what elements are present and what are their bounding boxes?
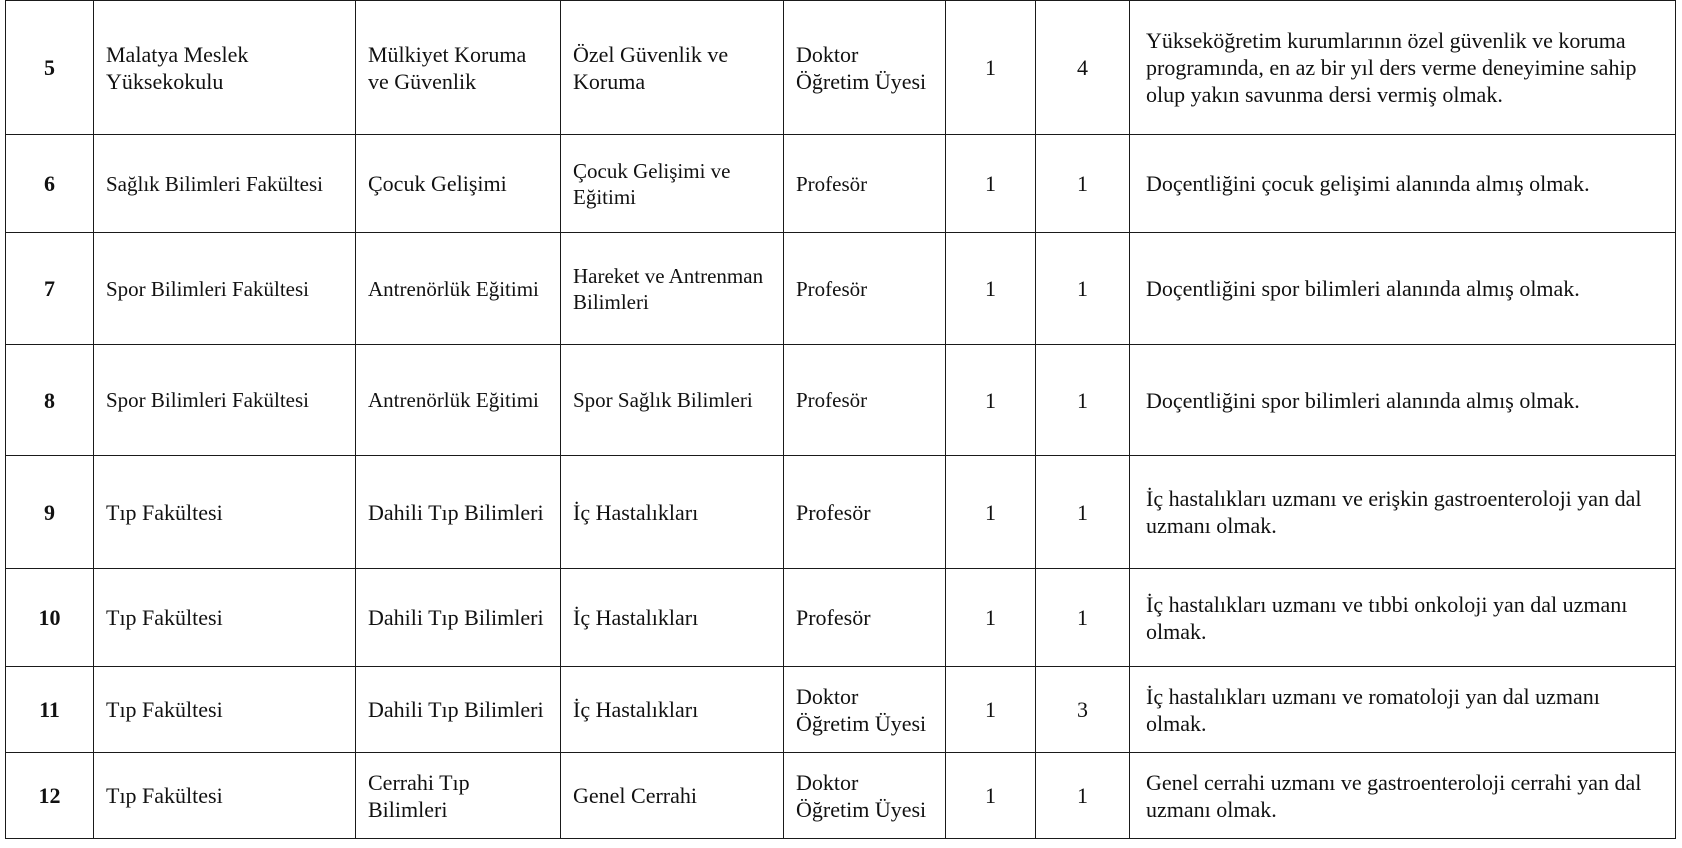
department-cell: Mülkiyet Koruma ve Güvenlik [356,1,561,135]
title-cell: Profesör [784,233,946,345]
row-number-cell: 5 [6,1,94,135]
department-cell: Dahili Tıp Bilimleri [356,667,561,753]
degree-cell: 1 [946,345,1036,456]
count-cell: 4 [1036,1,1130,135]
department-cell: Antrenörlük Eğitimi [356,345,561,456]
degree-cell: 1 [946,1,1036,135]
title-cell: Profesör [784,345,946,456]
department-cell: Çocuk Gelişimi [356,135,561,233]
requirement-cell: İç hastalıkları uzmanı ve romatoloji yan dal uzmanı olmak. [1130,667,1676,753]
unit-cell: Spor Bilimleri Fakültesi [94,233,356,345]
department-cell: Cerrahi Tıp Bilimleri [356,753,561,839]
program-cell: İç Hastalıkları [561,667,784,753]
unit-cell: Tıp Fakültesi [94,456,356,569]
department-cell: Antrenörlük Eğitimi [356,233,561,345]
degree-cell: 1 [946,456,1036,569]
table-row [6,1,1676,135]
count-cell: 1 [1036,233,1130,345]
table-row [6,753,1676,839]
table-row [6,456,1676,569]
requirement-cell: Doçentliğini spor bilimleri alanında almış olmak. [1130,233,1676,345]
requirement-cell: İç hastalıkları uzmanı ve tıbbi onkoloji yan dal uzmanı olmak. [1130,569,1676,667]
requirement-cell: Yükseköğretim kurumlarının özel güvenlik ve koruma programında, en az bir yıl ders verme deneyimine sahip olup yakın savunma dersi vermiş olmak. [1130,1,1676,135]
table-row [6,135,1676,233]
count-cell: 1 [1036,753,1130,839]
title-cell: Profesör [784,569,946,667]
unit-cell: Spor Bilimleri Fakültesi [94,345,356,456]
positions-table [5,0,1676,839]
requirement-cell: Genel cerrahi uzmanı ve gastroenteroloji cerrahi yan dal uzmanı olmak. [1130,753,1676,839]
unit-cell: Malatya Meslek Yüksekokulu [94,1,356,135]
count-cell: 1 [1036,345,1130,456]
degree-cell: 1 [946,667,1036,753]
count-cell: 3 [1036,667,1130,753]
count-cell: 1 [1036,569,1130,667]
unit-cell: Tıp Fakültesi [94,569,356,667]
unit-cell: Tıp Fakültesi [94,753,356,839]
degree-cell: 1 [946,569,1036,667]
requirement-cell: Doçentliğini spor bilimleri alanında almış olmak. [1130,345,1676,456]
row-number-cell: 11 [6,667,94,753]
program-cell: Özel Güvenlik ve Koruma [561,1,784,135]
program-cell: Genel Cerrahi [561,753,784,839]
program-cell: Hareket ve Antrenman Bilimleri [561,233,784,345]
title-cell: Profesör [784,135,946,233]
degree-cell: 1 [946,753,1036,839]
degree-cell: 1 [946,135,1036,233]
table-row [6,233,1676,345]
unit-cell: Sağlık Bilimleri Fakültesi [94,135,356,233]
row-number-cell: 10 [6,569,94,667]
table-row [6,667,1676,753]
requirement-cell: İç hastalıkları uzmanı ve erişkin gastroenteroloji yan dal uzmanı olmak. [1130,456,1676,569]
department-cell: Dahili Tıp Bilimleri [356,456,561,569]
row-number-cell: 6 [6,135,94,233]
count-cell: 1 [1036,135,1130,233]
title-cell: Doktor Öğretim Üyesi [784,667,946,753]
requirement-cell: Doçentliğini çocuk gelişimi alanında almış olmak. [1130,135,1676,233]
department-cell: Dahili Tıp Bilimleri [356,569,561,667]
row-number-cell: 12 [6,753,94,839]
title-cell: Profesör [784,456,946,569]
program-cell: İç Hastalıkları [561,456,784,569]
unit-cell: Tıp Fakültesi [94,667,356,753]
degree-cell: 1 [946,233,1036,345]
program-cell: Çocuk Gelişimi ve Eğitimi [561,135,784,233]
row-number-cell: 7 [6,233,94,345]
program-cell: İç Hastalıkları [561,569,784,667]
title-cell: Doktor Öğretim Üyesi [784,753,946,839]
count-cell: 1 [1036,456,1130,569]
program-cell: Spor Sağlık Bilimleri [561,345,784,456]
row-number-cell: 9 [6,456,94,569]
title-cell: Doktor Öğretim Üyesi [784,1,946,135]
table-row [6,345,1676,456]
table-row [6,569,1676,667]
row-number-cell: 8 [6,345,94,456]
